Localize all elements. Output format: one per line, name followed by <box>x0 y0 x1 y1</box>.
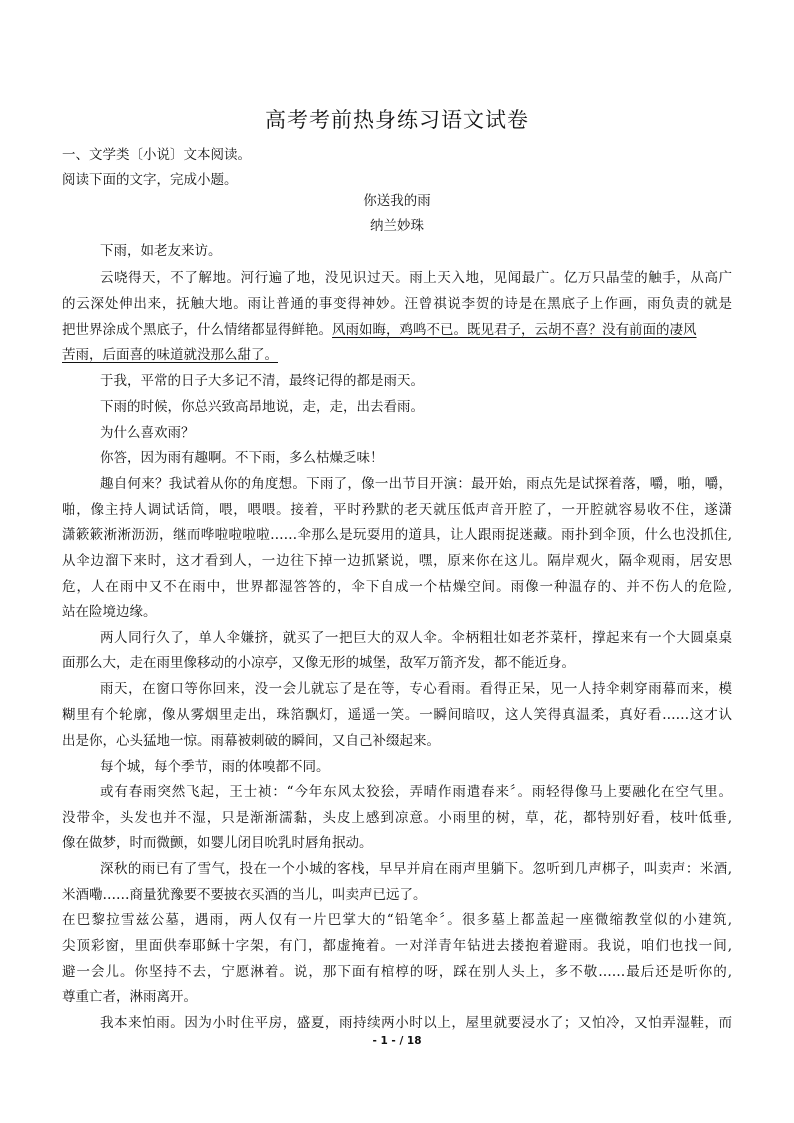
article-title: 你送我的雨 <box>363 193 431 209</box>
text-segment: 把世界涂成个黑底子，什么情绪都显得鲜艳。 <box>62 322 332 338</box>
reading-instruction: 阅读下面的文字，完成小题。 <box>62 172 238 188</box>
text-line: 下雨的时候，你总兴致高昂地说，走，走，出去看雨。 <box>100 399 424 415</box>
text-line: 出是你，心头猛地一惊。雨幕被刺破的瞬间，又自己补缀起来。 <box>62 733 440 749</box>
exam-title: 高考考前热身练习语文试卷 <box>265 108 529 132</box>
text-line: 为什么喜欢雨？ <box>100 425 195 441</box>
text-line: 深秋的雨已有了雪气，投在一个小城的客栈，早早并肩在雨声里躺下。忽听到几声梆子，叫卖声：米酒, <box>100 861 732 877</box>
underlined-quote: 苦雨，后面喜的味道就没那么甜了。 <box>62 347 278 363</box>
text-line: 于我，平常的日子大多记不清，最终记得的都是雨天。 <box>100 373 424 389</box>
text-line: 下雨，如老友来访。 <box>100 243 222 259</box>
underlined-quote: 风雨如晦，鸡鸣不已。既见君子，云胡不喜？没有前面的凄风 <box>332 322 697 338</box>
text-line: 从伞边溜下来时，这才看到人，一边往下掉一边抓紧说，嘿，原来你在这儿。隔岸观火，隔伞观雨，居安思 <box>62 553 732 569</box>
text-line: 避一会儿。你坚持不去，宁愿淋着。说，那下面有棺椁的呀，踩在别人头上，多不敬……最后还是听你的, <box>62 964 732 980</box>
text-line: 的云深处伸出来，抚触大地。雨让普通的事变得神妙。汪曾祺说李贺的诗是在黑底子上作画，雨负责的就是 <box>62 296 732 312</box>
text-line: 像在做梦，时而微颤，如婴儿闭目吮乳时唇角抿动。 <box>62 835 373 851</box>
text-line: 啪，像主持人调试话筒，喂，喂喂。接着，平时矜默的老天就压低声音开腔了，一开腔就容易收不住，遂潇 <box>62 502 732 518</box>
text-line: 你答，因为雨有趣啊。不下雨，多么枯燥乏味！ <box>100 450 384 466</box>
text-line: 或有春雨突然飞起，王士祯：“今年东风太狡狯，弄晴作雨遣春来〞。雨轻得像马上要融化在空气里。 <box>100 784 732 800</box>
section-heading: 一、文学类〔小说〕文本阅读。 <box>62 147 251 163</box>
text-line: 在巴黎拉雪兹公墓，遇雨，两人仅有一片巴掌大的“铅笔伞〞。很多墓上都盖起一座微缩教堂似的小建筑, <box>62 912 732 928</box>
text-line <box>62 317 732 343</box>
text-line: 云哓得天，不了解地。河行遍了地，没见识过天。雨上天入地，见闻最广。亿万只晶莹的触手，从高广 <box>100 270 732 286</box>
text-line: 面那么大，走在雨里像移动的小凉亭，又像无形的城堡，敌军万箭齐发，都不能近身。 <box>62 655 575 671</box>
text-line: 尊重亡者，淋雨离开。 <box>62 989 197 1005</box>
text-line: 趣自何来？我试着从你的角度想。下雨了，像一出节目开演：最开始，雨点先是试探着落，嚼，啪，嚼， <box>100 476 732 492</box>
text-line: 尖顶彩窗，里面供奉耶稣十字架，有门，都虚掩着。一对洋青年钻进去搂抱着避雨。我说，咱们也找一间, <box>62 938 732 954</box>
text-line: 我本来怕雨。因为小时住平房，盛夏，雨持续两小时以上，屋里就要浸水了；又怕冷，又怕弄湿鞋，而 <box>100 1015 732 1031</box>
page-number: - 1 - / 18 <box>372 1035 422 1047</box>
text-line: 危，人在雨中又不在雨中，世界都湿答答的，伞下自成一个枯燥空间。雨像一种温存的、并不伤人的危险, <box>62 579 732 595</box>
text-line: 雨天，在窗口等你回来，没一会儿就忘了是在等，专心看雨。看得正呆，见一人持伞刺穿雨幕而来，模 <box>100 681 732 697</box>
article-author: 纳兰妙珠 <box>370 218 424 234</box>
text-line: 糊里有个轮廓，像从雾烟里走出，珠箔飘灯，遥遥一笑。一瞬间暗叹，这人笑得真温柔，真好看……这才认 <box>62 707 732 723</box>
text-line: 两人同行久了，单人伞嫌挤，就买了一把巨大的双人伞。伞柄粗壮如老芥菜杆，撑起来有一个大圆桌桌 <box>100 630 732 646</box>
text-line: 每个城，每个季节，雨的体嗅都不同。 <box>100 759 330 775</box>
text-line: 站在险境边缘。 <box>62 604 157 620</box>
text-line: 米酒嘞……商量犹豫要不要披衣买酒的当儿，叫卖声已远了。 <box>62 887 427 903</box>
text-line: 潇簌簌淅淅沥沥，继而哗啦啦啦啦……伞那么是玩耍用的道具，让人跟雨捉迷藏。雨扑到伞顶，什么也没抓住, <box>62 527 732 543</box>
text-line: 没带伞，头发也并不湿，只是渐渐濡黏，头皮上感到凉意。小雨里的树，草，花，都特别好看，枝叶低垂, <box>62 810 732 826</box>
